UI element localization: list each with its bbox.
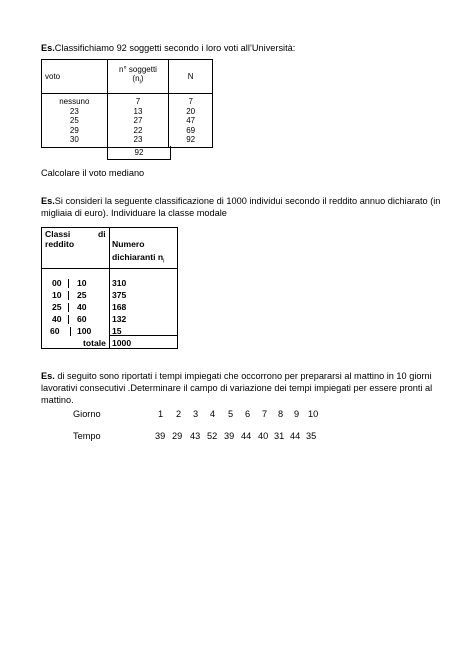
table-cell: 20 <box>186 106 196 116</box>
table-cell: 40 <box>52 314 62 324</box>
table-cell: nessuno <box>59 97 90 106</box>
table-cell: 7 <box>188 97 193 106</box>
ex2-intro <box>41 196 441 208</box>
ex2-table <box>41 227 178 349</box>
ex1-header-N: N <box>169 60 213 94</box>
table-cell: 4 <box>210 409 216 419</box>
ex3-line2: lavorativi consecutivi .Determinare il campo di variazione dei tempi impiegati per essere pronti al <box>41 383 433 393</box>
ex1-es-label: Es. <box>41 43 55 53</box>
table-cell: 25 <box>52 302 62 312</box>
ex2-header-numero: Numero <box>112 239 145 249</box>
table-cell: 29 <box>69 125 79 135</box>
table-cell: 9 <box>294 409 300 419</box>
table-cell: 25 <box>69 116 79 126</box>
table-cell: 40 <box>77 302 87 312</box>
table-cell: 132 <box>112 314 127 324</box>
table-cell: 8 <box>278 409 284 419</box>
table-cell: 7 <box>262 409 268 419</box>
table-cell: 27 <box>133 116 143 126</box>
ex1-header-voto: voto <box>42 60 108 94</box>
ex2-header-dichiaranti: dichiaranti $n_i$ <box>112 252 165 265</box>
table-cell: 7 <box>135 97 141 106</box>
table-cell: 2 <box>176 409 182 419</box>
table-cell: 100 <box>77 326 92 336</box>
ex1-col-N <box>169 94 213 148</box>
ex2-es-label: Es. <box>41 196 55 206</box>
ex3-tempo-label: Tempo <box>73 431 101 441</box>
ex1-header-ni-line2: $(n_i)$ <box>132 74 144 86</box>
ex1-intro <box>41 43 295 55</box>
table-cell: 60 <box>50 326 60 336</box>
table-cell: 23 <box>133 135 143 145</box>
table-cell: 29 <box>172 431 183 441</box>
ex2-header-di: di <box>98 229 106 239</box>
table-cell: 1 <box>158 409 164 419</box>
ex2-totale-label: totale <box>83 338 106 348</box>
ex1-table <box>41 59 213 148</box>
ex1-total-cell: 92 <box>107 146 171 160</box>
table-cell: 375 <box>112 290 127 300</box>
table-cell: 52 <box>207 431 218 441</box>
ex2-totale-value: 1000 <box>112 338 132 348</box>
table-cell: 39 <box>224 431 235 441</box>
table-cell: 44 <box>290 431 301 441</box>
table-cell: 00 <box>52 278 62 288</box>
ex1-question: Calcolare il voto mediano <box>41 168 145 178</box>
table-cell: 40 <box>258 431 269 441</box>
table-cell: 44 <box>241 431 252 441</box>
ex1-header-ni-line1: n° soggetti <box>119 64 157 74</box>
table-cell: 6 <box>245 409 251 419</box>
table-cell: 22 <box>133 125 143 135</box>
table-cell: 23 <box>69 106 79 116</box>
ex2-text-line1: Si consideri la seguente classificazione di 1000 individui secondo il reddito annuo dichiarato (in <box>54 196 441 206</box>
interval-bracket <box>68 303 69 312</box>
ex2-header-classi: Classi <box>45 229 71 239</box>
ex1-col-ni <box>107 94 169 148</box>
table-cell: 10 <box>77 278 87 288</box>
table-cell: 10 <box>308 409 319 419</box>
ex1-header-ni <box>107 60 169 94</box>
table-cell: 60 <box>77 314 87 324</box>
table-cell: 69 <box>186 125 196 135</box>
table-cell: 92 <box>186 135 196 145</box>
table-cell: 15 <box>112 326 122 336</box>
interval-bracket <box>68 279 69 288</box>
ex3-line1: Es. di seguito sono riportati i tempi impiegati che occorrono per prepararsi al mattino in 10 giorni <box>41 371 432 381</box>
table-cell: 30 <box>69 135 79 145</box>
table-cell: 310 <box>112 278 127 288</box>
ex2-text-line2: migliaia di euro). Individuare la classe modale <box>41 208 227 218</box>
table-cell: 31 <box>274 431 285 441</box>
ex3-line3: mattino. <box>41 395 74 405</box>
table-cell: 5 <box>228 409 234 419</box>
table-cell: 43 <box>190 431 201 441</box>
table-cell: 168 <box>112 302 127 312</box>
interval-bracket <box>68 291 69 300</box>
table-cell: 3 <box>193 409 199 419</box>
interval-bracket <box>68 315 69 324</box>
ex2-header-reddito: reddito <box>45 239 75 249</box>
interval-bracket <box>70 327 71 336</box>
ex3-giorno-label: Giorno <box>73 409 101 419</box>
table-divider <box>41 268 178 269</box>
ex1-text: Classifichiamo 92 soggetti secondo i loro voti all’Università: <box>54 43 296 53</box>
table-cell: 10 <box>52 290 62 300</box>
table-divider <box>109 227 110 349</box>
table-cell: 39 <box>155 431 166 441</box>
table-cell: 25 <box>77 290 87 300</box>
ex1-col-voto <box>42 94 108 148</box>
table-cell: 13 <box>133 106 143 116</box>
ex3-es-label: Es. <box>41 371 55 381</box>
table-cell: 47 <box>186 116 196 126</box>
table-cell: 35 <box>306 431 317 441</box>
